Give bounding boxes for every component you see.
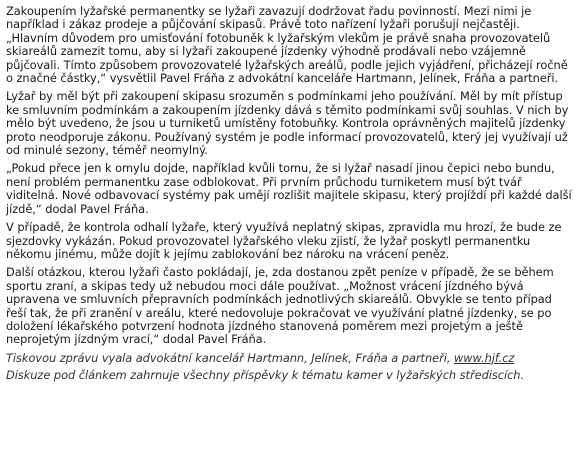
article-paragraph-4: V případě, že kontrola odhalí lyžaře, který využívá neplatný skipas, zpravidla mu hrozí, že bude ze sjezdovky vykázán. Pokud provozovatel lyžařského vleku zjistí, že lyžař poskytl permanentku někomu jinému, může dojít k jejímu zablokování bez nároku na vrácení peněz. <box>6 220 562 261</box>
hjf-website-link[interactable]: www.hjf.cz <box>453 350 515 365</box>
article-paragraph-2: Lyžař by měl být při zakoupení skipasu srozuměn s podmínkami jeho používání. Měl by mít přístup ke smluvním podmínkám a zakoupením jízdenky dává s těmito podmínkami svůj souhlas. V nich by mělo být uvedeno, že jsou u turniketů umístěny fotobuňky. Kontrola oprávněných majitelů jízdenky proto neodporuje zákonu. Používaný systém je podle informací provozovatelů, který jej využívají už od minulé sezony, téměř neomylný. <box>6 89 569 158</box>
press-release-text: Tiskovou zprávu vyala advokátní kancelář Hartmann, Jelínek, Fráňa a partneři, <box>6 350 454 365</box>
discussion-note: Diskuze pod článkem zahrnuje všechny příspěvky k tématu kamer v lyžařských střediscích. <box>6 368 525 383</box>
press-release-note <box>6 352 572 365</box>
article-paragraph-5: Další otázkou, kterou lyžaři často pokládají, je, zda dostanou zpět peníze v případě, že se během sportu zraní, a skipas tedy už nebudou moci dále používat. „Možnost vrácení jízdného bývá upravena ve smluvních přepravních podmínkách jednotlivých skiareálů. Obvykle se tento případ řeší tak, že při zranění v areálu, které nedovoluje pokračovat ve využívání platné jízdenky, se po doložení lékařského potvrzení hodnota jízdného stanovená poměrem mezi projetým a ještě neprojetým jízdným vrací,“ dodal Pavel Fráňa. <box>6 265 554 347</box>
article-paragraph-1: Zakoupením lyžařské permanentky se lyžaři zavazují dodržovat řadu povinností. Mezi nimi je například i zákaz prodeje a půjčování skipasů. Právě toto nařízení lyžaři porušují nejčastěji. „Hlavním důvodem pro umisťování fotobuněk k lyžařským vlekům je právě snaha provozovatelů skiareálů zamezit tomu, aby si lyžaři zakoupené jízdenky výhodně prodávali nebo vzájemně půjčovali. Tímto způsobem provozovatelé lyžařských areálů, podle jejich vyjádření, přicházejí ročně o značné částky,“ vysvětlil Pavel Fráňa z advokátní kanceláře Hartmann, Jelínek, Fráňa a partneři. <box>6 4 568 86</box>
article-paragraph-3: „Pokud přece jen k omylu dojde, například kvůli tomu, že si lyžař nasadí jinou čepici nebo bundu, není problém permanentku zase odblokovat. Při prvním průchodu turniketem musí být tvář viditelná. Nové odbavovací systémy pak umějí rozlišit majitele skipasu, který projíždí při každé další jízdě,“ dodal Pavel Fráňa. <box>6 161 572 216</box>
